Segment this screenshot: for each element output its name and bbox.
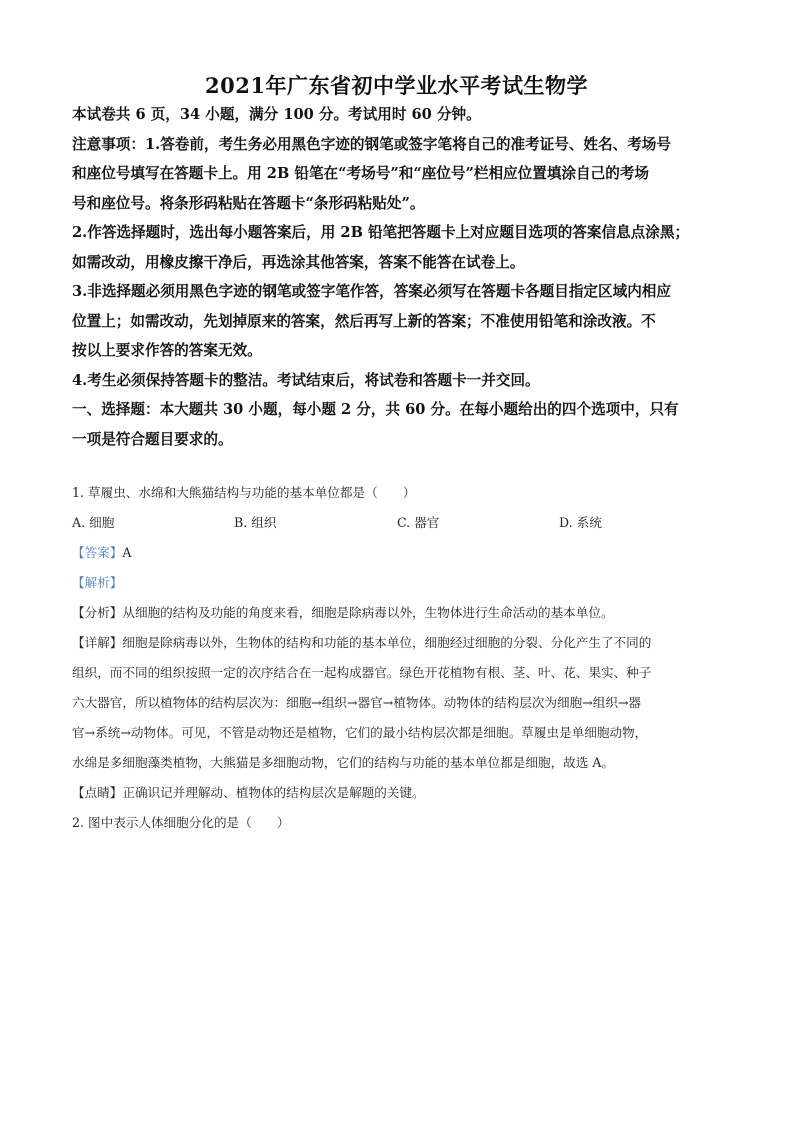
instruction-line: 本试卷共 6 页，34 小题，满分 100 分。考试用时 60 分钟。 <box>72 106 481 123</box>
instruction-line: 4.考生必须保持答题卡的整洁。考试结束后，将试卷和答题卡一并交回。 <box>72 371 540 389</box>
instruction-line: 按以上要求作答的答案无效。 <box>72 342 262 359</box>
dianjing-row <box>72 778 732 808</box>
option-a: A. 细胞 <box>72 515 115 530</box>
option-c: C. 器官 <box>397 515 440 530</box>
xiangjie-line: 水绵是多细胞藻类植物，大熊猫是多细胞动物，它们的结构与功能的基本单位都是细胞，故选 A。 <box>72 755 615 770</box>
instruction-line: 注意事项：1.答卷前，考生务必用黑色字迹的钢笔或签字笔将自己的准考证号、姓名、考场号 <box>72 135 671 153</box>
instruction-line: 位置上；如需改动，先划掉原来的答案，然后再写上新的答案；不准使用铅笔和涂改液。不 <box>72 312 656 330</box>
question-2-stem: 2. 图中表示人体细胞分化的是（ ） <box>72 815 290 830</box>
question-1 <box>72 478 732 838</box>
question-stem: 1. 草履虫、水绵和大熊猫结构与功能的基本单位都是（ ） <box>72 485 416 500</box>
option-d: D. 系统 <box>559 515 602 530</box>
xiangjie-text: 细胞是除病毒以外，生物体的结构和功能的基本单位，细胞经过细胞的分裂、分化产生了不同的 <box>122 635 652 650</box>
analysis-row <box>72 568 732 598</box>
instruction-line: 号和座位号。将条形码粘贴在答题卡“条形码粘贴处”。 <box>72 194 425 212</box>
section-heading: 一项是符合题目要求的。 <box>72 430 233 448</box>
xiangjie-label: 【详解】 <box>72 635 123 650</box>
fenxi-label: 【分析】 <box>72 605 123 620</box>
xiangjie-line: 官→系统→动物体。可见，不管是动物还是植物，它们的最小结构层次都是细胞。草履虫是单细胞动物， <box>72 725 648 740</box>
exam-title: 2021年广东省初中学业水平考试生物学 <box>205 73 588 98</box>
option-b: B. 组织 <box>234 515 277 530</box>
dianjing-text: 正确识记并理解动、植物体的结构层次是解题的关键。 <box>122 785 425 800</box>
xiangjie-line: 组织，而不同的组织按照一定的次序结合在一起构成器官。绿色开花植物有根、茎、叶、花、果实、种子 <box>72 665 652 680</box>
analysis-label: 【解析】 <box>72 575 123 590</box>
answer-label: 【答案】 <box>72 545 123 560</box>
fenxi-row <box>72 598 732 628</box>
answer-row <box>72 538 732 568</box>
instruction-line: 2.作答选择题时，选出每小题答案后，用 2B 铅笔把答题卡上对应题目选项的答案信息点涂黑； <box>72 224 690 241</box>
xiangjie-line: 六大器官，所以植物体的结构层次为：细胞→组织→器官→植物体。动物体的结构层次为细胞→组织→器 <box>72 695 642 710</box>
xiangjie-row <box>72 628 732 658</box>
exam-instructions <box>72 100 724 454</box>
dianjing-label: 【点睛】 <box>72 785 123 800</box>
instruction-line: 3.非选择题必须用黑色字迹的钢笔或签字笔作答，答案必须写在答题卡各题目指定区域内相应 <box>72 283 671 300</box>
instruction-line: 和座位号填写在答题卡上。用 2B 铅笔在“考场号”和“座位号”栏相应位置填涂自己的考场 <box>72 165 650 182</box>
answer-value: A <box>122 545 132 560</box>
instruction-line: 如需改动，用橡皮擦干净后，再选涂其他答案，答案不能答在试卷上。 <box>72 253 525 271</box>
fenxi-text: 从细胞的结构及功能的角度来看，细胞是除病毒以外，生物体进行生命活动的基本单位。 <box>122 605 614 620</box>
question-options <box>72 508 732 538</box>
section-heading: 一、选择题：本大题共 30 小题，每小题 2 分，共 60 分。在每小题给出的四个选项中，只有 <box>72 401 679 418</box>
